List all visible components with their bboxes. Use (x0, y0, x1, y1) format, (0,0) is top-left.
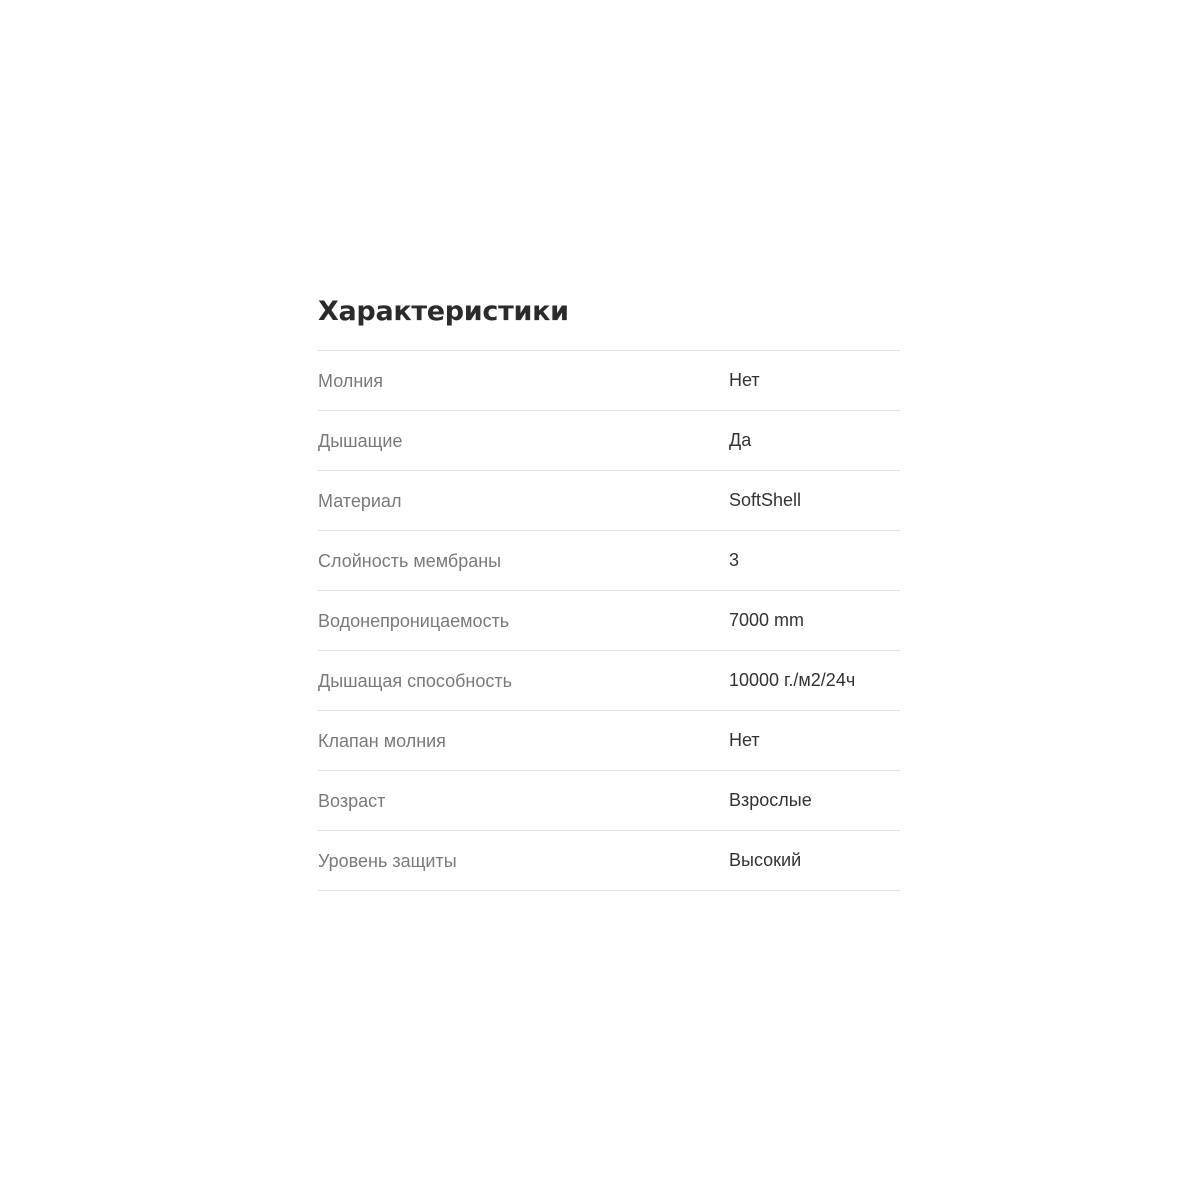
spec-value: Нет (729, 729, 760, 750)
spec-value: Да (729, 429, 752, 450)
spec-value: 3 (729, 549, 740, 570)
spec-row-breathable (318, 411, 900, 471)
spec-label: Возраст (318, 790, 386, 811)
spec-row-zipper-flap (318, 711, 900, 771)
specifications-list (318, 350, 900, 891)
spec-value: 7000 mm (729, 609, 805, 630)
specifications-title: Характеристики (318, 296, 569, 327)
spec-label: Уровень защиты (318, 850, 457, 871)
spec-row-zipper (318, 351, 900, 411)
spec-label: Материал (318, 490, 402, 511)
spec-row-age (318, 771, 900, 831)
spec-label: Молния (318, 370, 384, 391)
spec-value: Взрослые (729, 789, 812, 810)
specifications-panel (318, 290, 900, 891)
spec-label: Дышащие (318, 430, 403, 451)
spec-label: Дышащая способность (318, 670, 513, 691)
spec-value: 10000 г./м2/24ч (729, 669, 856, 690)
spec-row-waterproofness (318, 591, 900, 651)
spec-label: Слойность мембраны (318, 550, 502, 571)
spec-label: Клапан молния (318, 730, 446, 751)
spec-value: Высокий (729, 849, 802, 870)
spec-label: Водонепроницаемость (318, 610, 510, 631)
spec-value: Нет (729, 369, 760, 390)
spec-row-breathability (318, 651, 900, 711)
spec-row-membrane-layers (318, 531, 900, 591)
spec-row-material (318, 471, 900, 531)
spec-row-protection-level (318, 831, 900, 891)
spec-value: SoftShell (729, 489, 802, 510)
